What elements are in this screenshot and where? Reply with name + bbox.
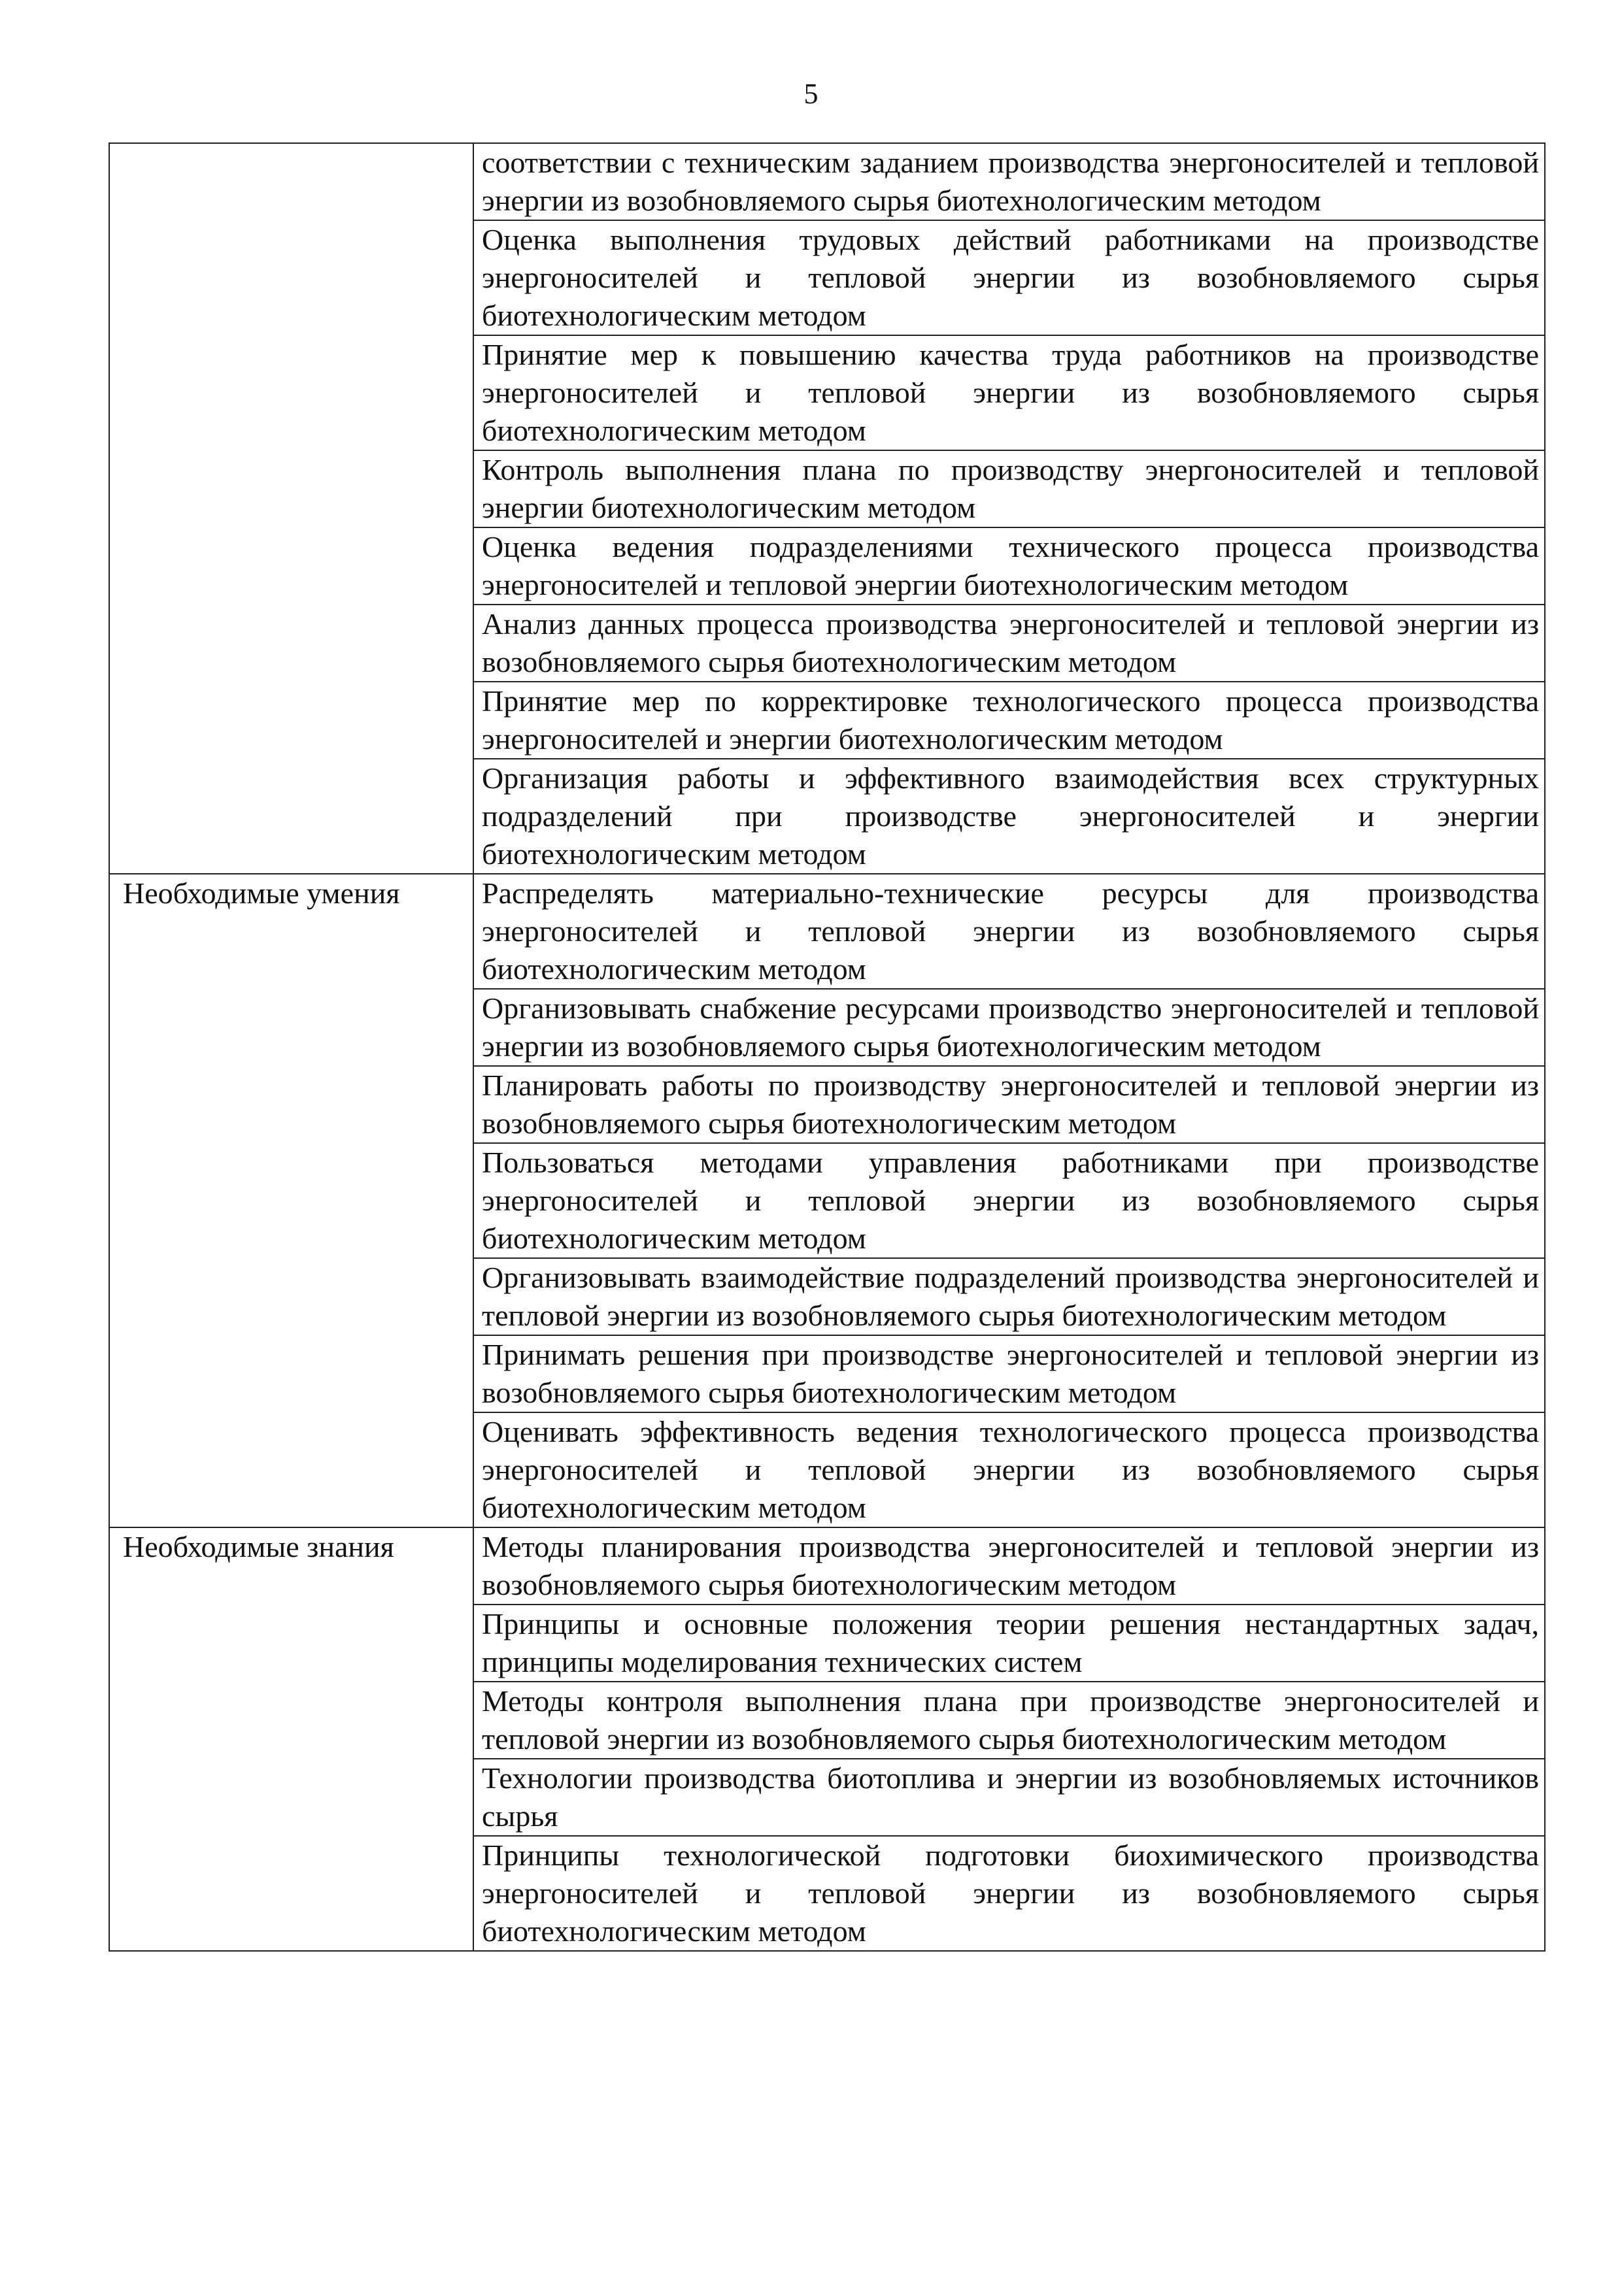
table-cell: Организация работы и эффективного взаимодействия всех структурных подразделений при производстве энергоносителей и энергии биотехнологическим методом bbox=[473, 759, 1545, 874]
table-cell: Планировать работы по производству энергоносителей и тепловой энергии из возобновляемого сырья биотехнологическим методом bbox=[473, 1066, 1545, 1143]
table-cell: Технологии производства биотоплива и энергии из возобновляемых источников сырья bbox=[473, 1759, 1545, 1836]
table-cell: Оценка ведения подразделениями технического процесса производства энергоносителей и тепловой энергии биотехнологическим методом bbox=[473, 527, 1545, 605]
table-cell: Оценивать эффективность ведения технологического процесса производства энергоносителей и тепловой энергии из возобновляемого сырья биотехнологическим методом bbox=[473, 1412, 1545, 1527]
skills-section-label: Необходимые умения bbox=[109, 874, 473, 1527]
table-cell: Пользоваться методами управления работниками при производстве энергоносителей и тепловой энергии из возобновляемого сырья биотехнологическим методом bbox=[473, 1143, 1545, 1258]
competency-table bbox=[109, 142, 1546, 1952]
table-cell: соответствии с техническим заданием производства энергоносителей и тепловой энергии из возобновляемого сырья биотехнологическим методом bbox=[473, 143, 1545, 220]
table-cell: Принципы технологической подготовки биохимического производства энергоносителей и тепловой энергии из возобновляемого сырья биотехнологическим методом bbox=[473, 1836, 1545, 1951]
continued-section-label-cell bbox=[109, 143, 473, 874]
table-row bbox=[109, 874, 1545, 989]
table-cell: Принятие мер по корректировке технологического процесса производства энергоносителей и энергии биотехнологическим методом bbox=[473, 682, 1545, 759]
table-cell: Организовывать снабжение ресурсами производство энергоносителей и тепловой энергии из возобновляемого сырья биотехнологическим методом bbox=[473, 989, 1545, 1066]
table-cell: Организовывать взаимодействие подразделений производства энергоносителей и тепловой энергии из возобновляемого сырья биотехнологическим методом bbox=[473, 1258, 1545, 1335]
table-cell: Методы планирования производства энергоносителей и тепловой энергии из возобновляемого сырья биотехнологическим методом bbox=[473, 1527, 1545, 1605]
table-row bbox=[109, 143, 1545, 220]
table-cell: Принятие мер к повышению качества труда работников на производстве энергоносителей и тепловой энергии из возобновляемого сырья биотехнологическим методом bbox=[473, 335, 1545, 450]
table-cell: Принимать решения при производстве энергоносителей и тепловой энергии из возобновляемого сырья биотехнологическим методом bbox=[473, 1335, 1545, 1412]
table-cell: Контроль выполнения плана по производству энергоносителей и тепловой энергии биотехнологическим методом bbox=[473, 450, 1545, 527]
table-row bbox=[109, 1527, 1545, 1605]
table-cell: Распределять материально-технические ресурсы для производства энергоносителей и тепловой энергии из возобновляемого сырья биотехнологическим методом bbox=[473, 874, 1545, 989]
table-cell: Методы контроля выполнения плана при производстве энергоносителей и тепловой энергии из возобновляемого сырья биотехнологическим методом bbox=[473, 1682, 1545, 1759]
page-number: 5 bbox=[803, 78, 819, 110]
table-cell: Принципы и основные положения теории решения нестандартных задач, принципы моделирования технических систем bbox=[473, 1605, 1545, 1682]
table-cell: Оценка выполнения трудовых действий работниками на производстве энергоносителей и тепловой энергии из возобновляемого сырья биотехнологическим методом bbox=[473, 220, 1545, 335]
table-cell: Анализ данных процесса производства энергоносителей и тепловой энергии из возобновляемого сырья биотехнологическим методом bbox=[473, 605, 1545, 682]
knowledge-section-label: Необходимые знания bbox=[109, 1527, 473, 1951]
